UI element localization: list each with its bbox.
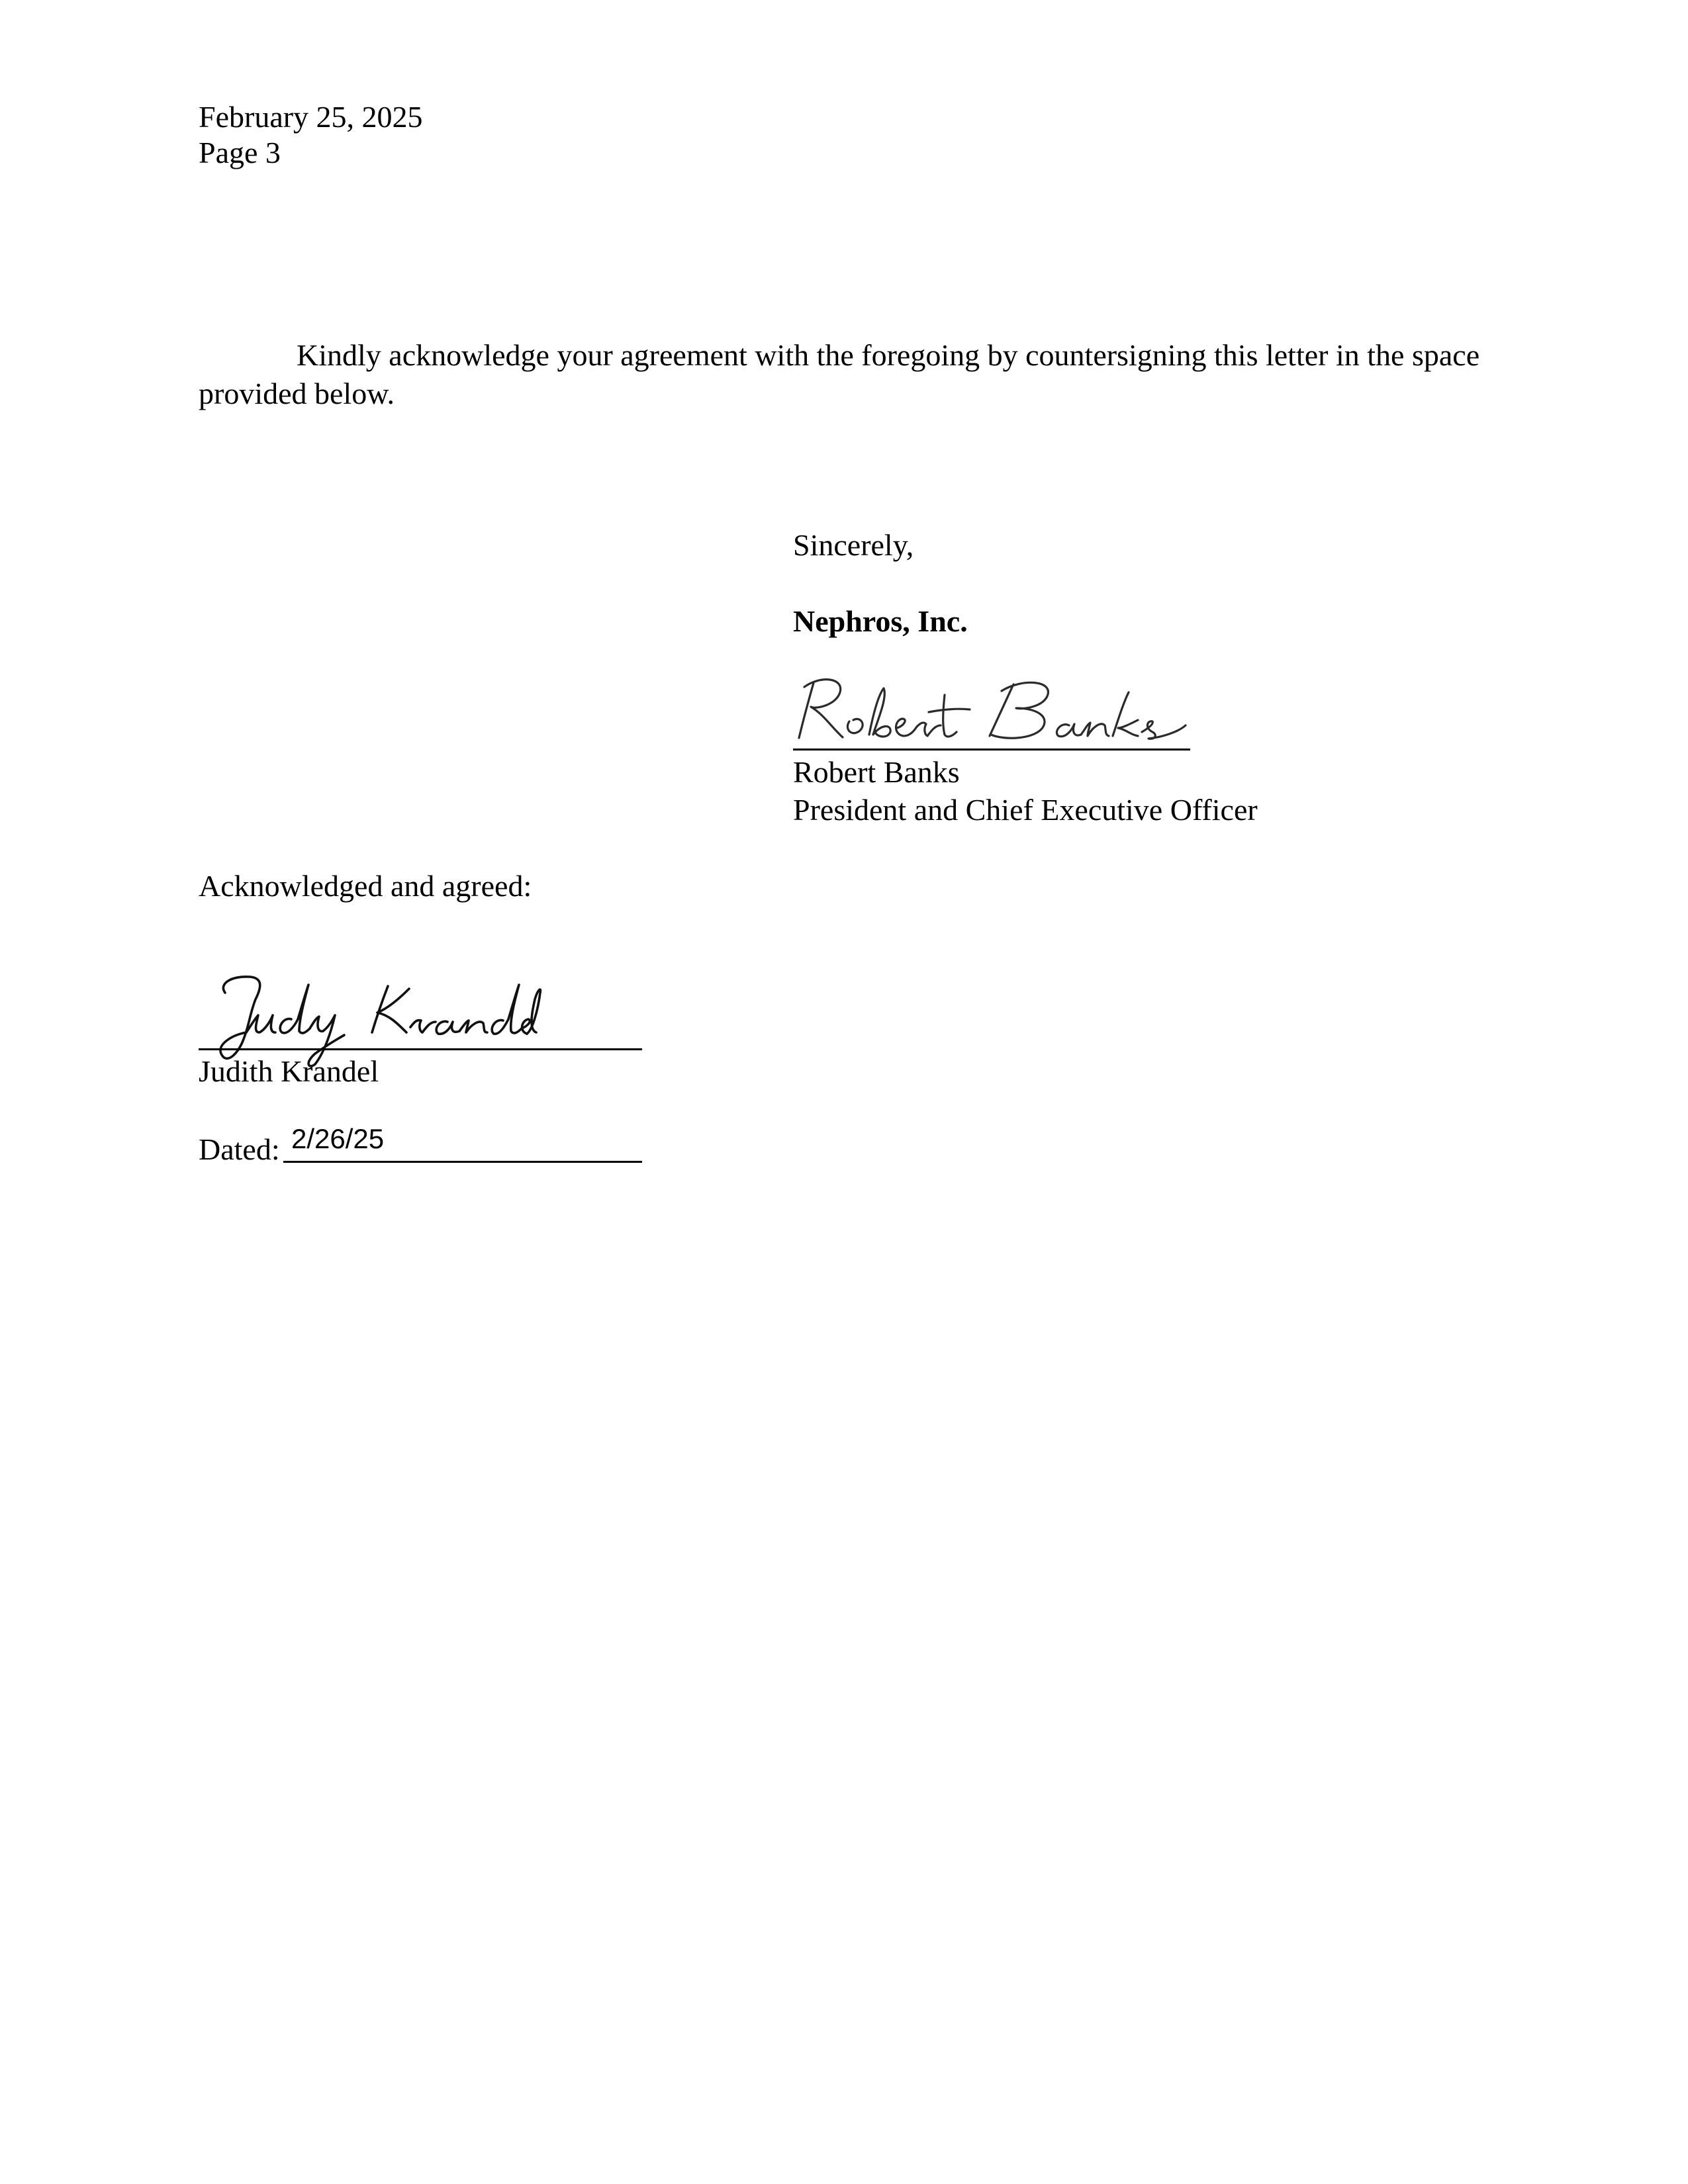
robert-banks-signature bbox=[791, 668, 1188, 748]
letter-date: February 25, 2025 bbox=[199, 100, 423, 134]
salutation: Sincerely, bbox=[793, 528, 914, 562]
dated-value: 2/26/25 bbox=[291, 1123, 385, 1154]
acknowledgment-label: Acknowledged and agreed: bbox=[199, 869, 532, 903]
acknowledging-party-name: Judith Krandel bbox=[199, 1054, 379, 1088]
company-name: Nephros, Inc. bbox=[793, 604, 968, 638]
dated-label: Dated: bbox=[199, 1132, 280, 1166]
body-paragraph: Kindly acknowledge your agreement with the foregoing by countersigning this letter in the space provided below. bbox=[199, 338, 1480, 410]
page-number: Page 3 bbox=[199, 136, 281, 169]
signer-title: President and Chief Executive Officer bbox=[793, 793, 1258, 827]
signature-line-company bbox=[793, 749, 1190, 751]
signature-line-acknowledgment bbox=[199, 1048, 642, 1050]
dated-line bbox=[283, 1161, 642, 1163]
signer-name: Robert Banks bbox=[793, 755, 960, 789]
